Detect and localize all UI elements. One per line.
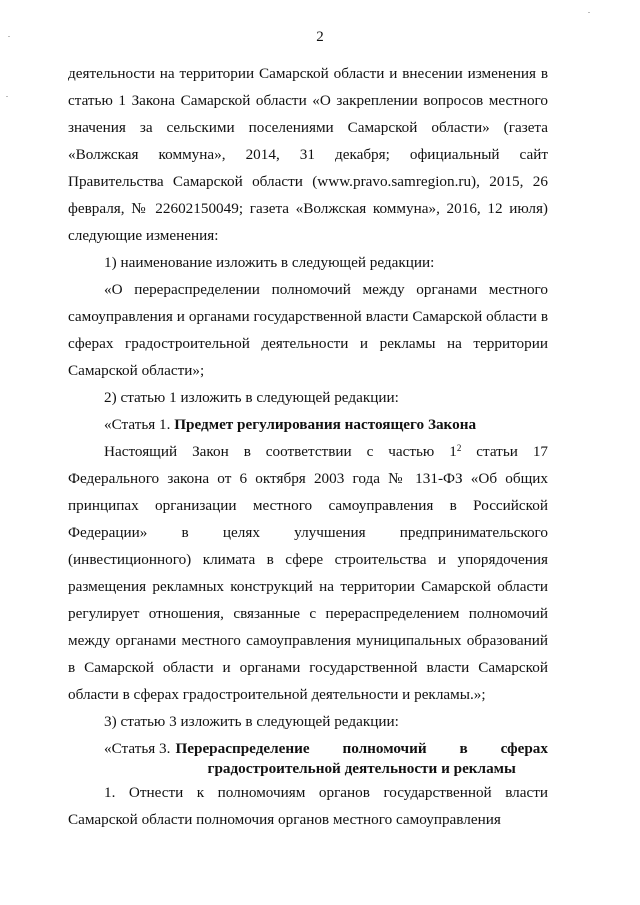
article-3-prefix: «Статья 3. [104, 740, 171, 757]
article-1-body-part1: Настоящий Закон в соответствии с частью 1 [104, 443, 457, 460]
scan-speck [8, 36, 10, 37]
article-3-title [175, 739, 548, 779]
document-body [68, 60, 548, 833]
article-1-body [68, 438, 548, 708]
amendment-item-3: 3) статью 3 изложить в следующей редакции: [104, 713, 399, 730]
scan-speck [6, 96, 8, 97]
article-1-body-part2: статьи 17 Федерального закона от 6 октября 2003 года № 131-ФЗ «Об общих принципах организации местного самоуправления в Российской Федерации» в целях улучшения предпринимательского (инвестиционного) климата в сфере строительства и упорядочения размещения рекламных конструкций на территории Самарской области регулирует отношения, связанные с перераспределением полномочий между органами местного самоуправления муниципальных образований в Самарской области и органами государственной власти Самарской области в сферах градостроительной деятельности и рекламы.»; [68, 443, 549, 703]
article-3-heading [68, 739, 548, 779]
scan-speck [588, 12, 590, 13]
article-3-title-line-2: градостроительной деятельности и рекламы [207, 760, 516, 777]
page-number: 2 [316, 29, 324, 45]
article-1-body-superscript: 2 [456, 443, 462, 453]
article-1-title: Предмет регулирования настоящего Закона [174, 416, 477, 433]
article-1-prefix: «Статья 1. [104, 416, 175, 433]
article-3-title-line-1: Перераспределение полномочий в сферах [175, 740, 548, 757]
amendment-item-2: 2) статью 1 изложить в следующей редакции: [104, 389, 399, 406]
intro-paragraph: деятельности на территории Самарской области и внесении изменения в статью 1 Закона Самарской области «О закреплении вопросов местного значения за сельскими поселениями Самарской области» (газета «Волжская коммуна», 2014, 31 декабря; официальный сайт Правительства Самарской области (www.pravo.samregion.ru), 2015, 26 февраля, № 22602150049; газета «Волжская коммуна», 2016, 12 июля) следующие изменения: [68, 65, 548, 244]
article-3-point-1: 1. Отнести к полномочиям органов государственной власти Самарской области полномочия органов местного самоуправления [68, 784, 548, 828]
article-1-heading [68, 411, 548, 438]
amendment-item-1: 1) наименование изложить в следующей редакции: [104, 254, 435, 271]
new-title-quote: «О перераспределении полномочий между органами местного самоуправления и органами государственной власти Самарской области в сферах градостроительной деятельности и рекламы на территории Самарской области»; [68, 281, 548, 379]
